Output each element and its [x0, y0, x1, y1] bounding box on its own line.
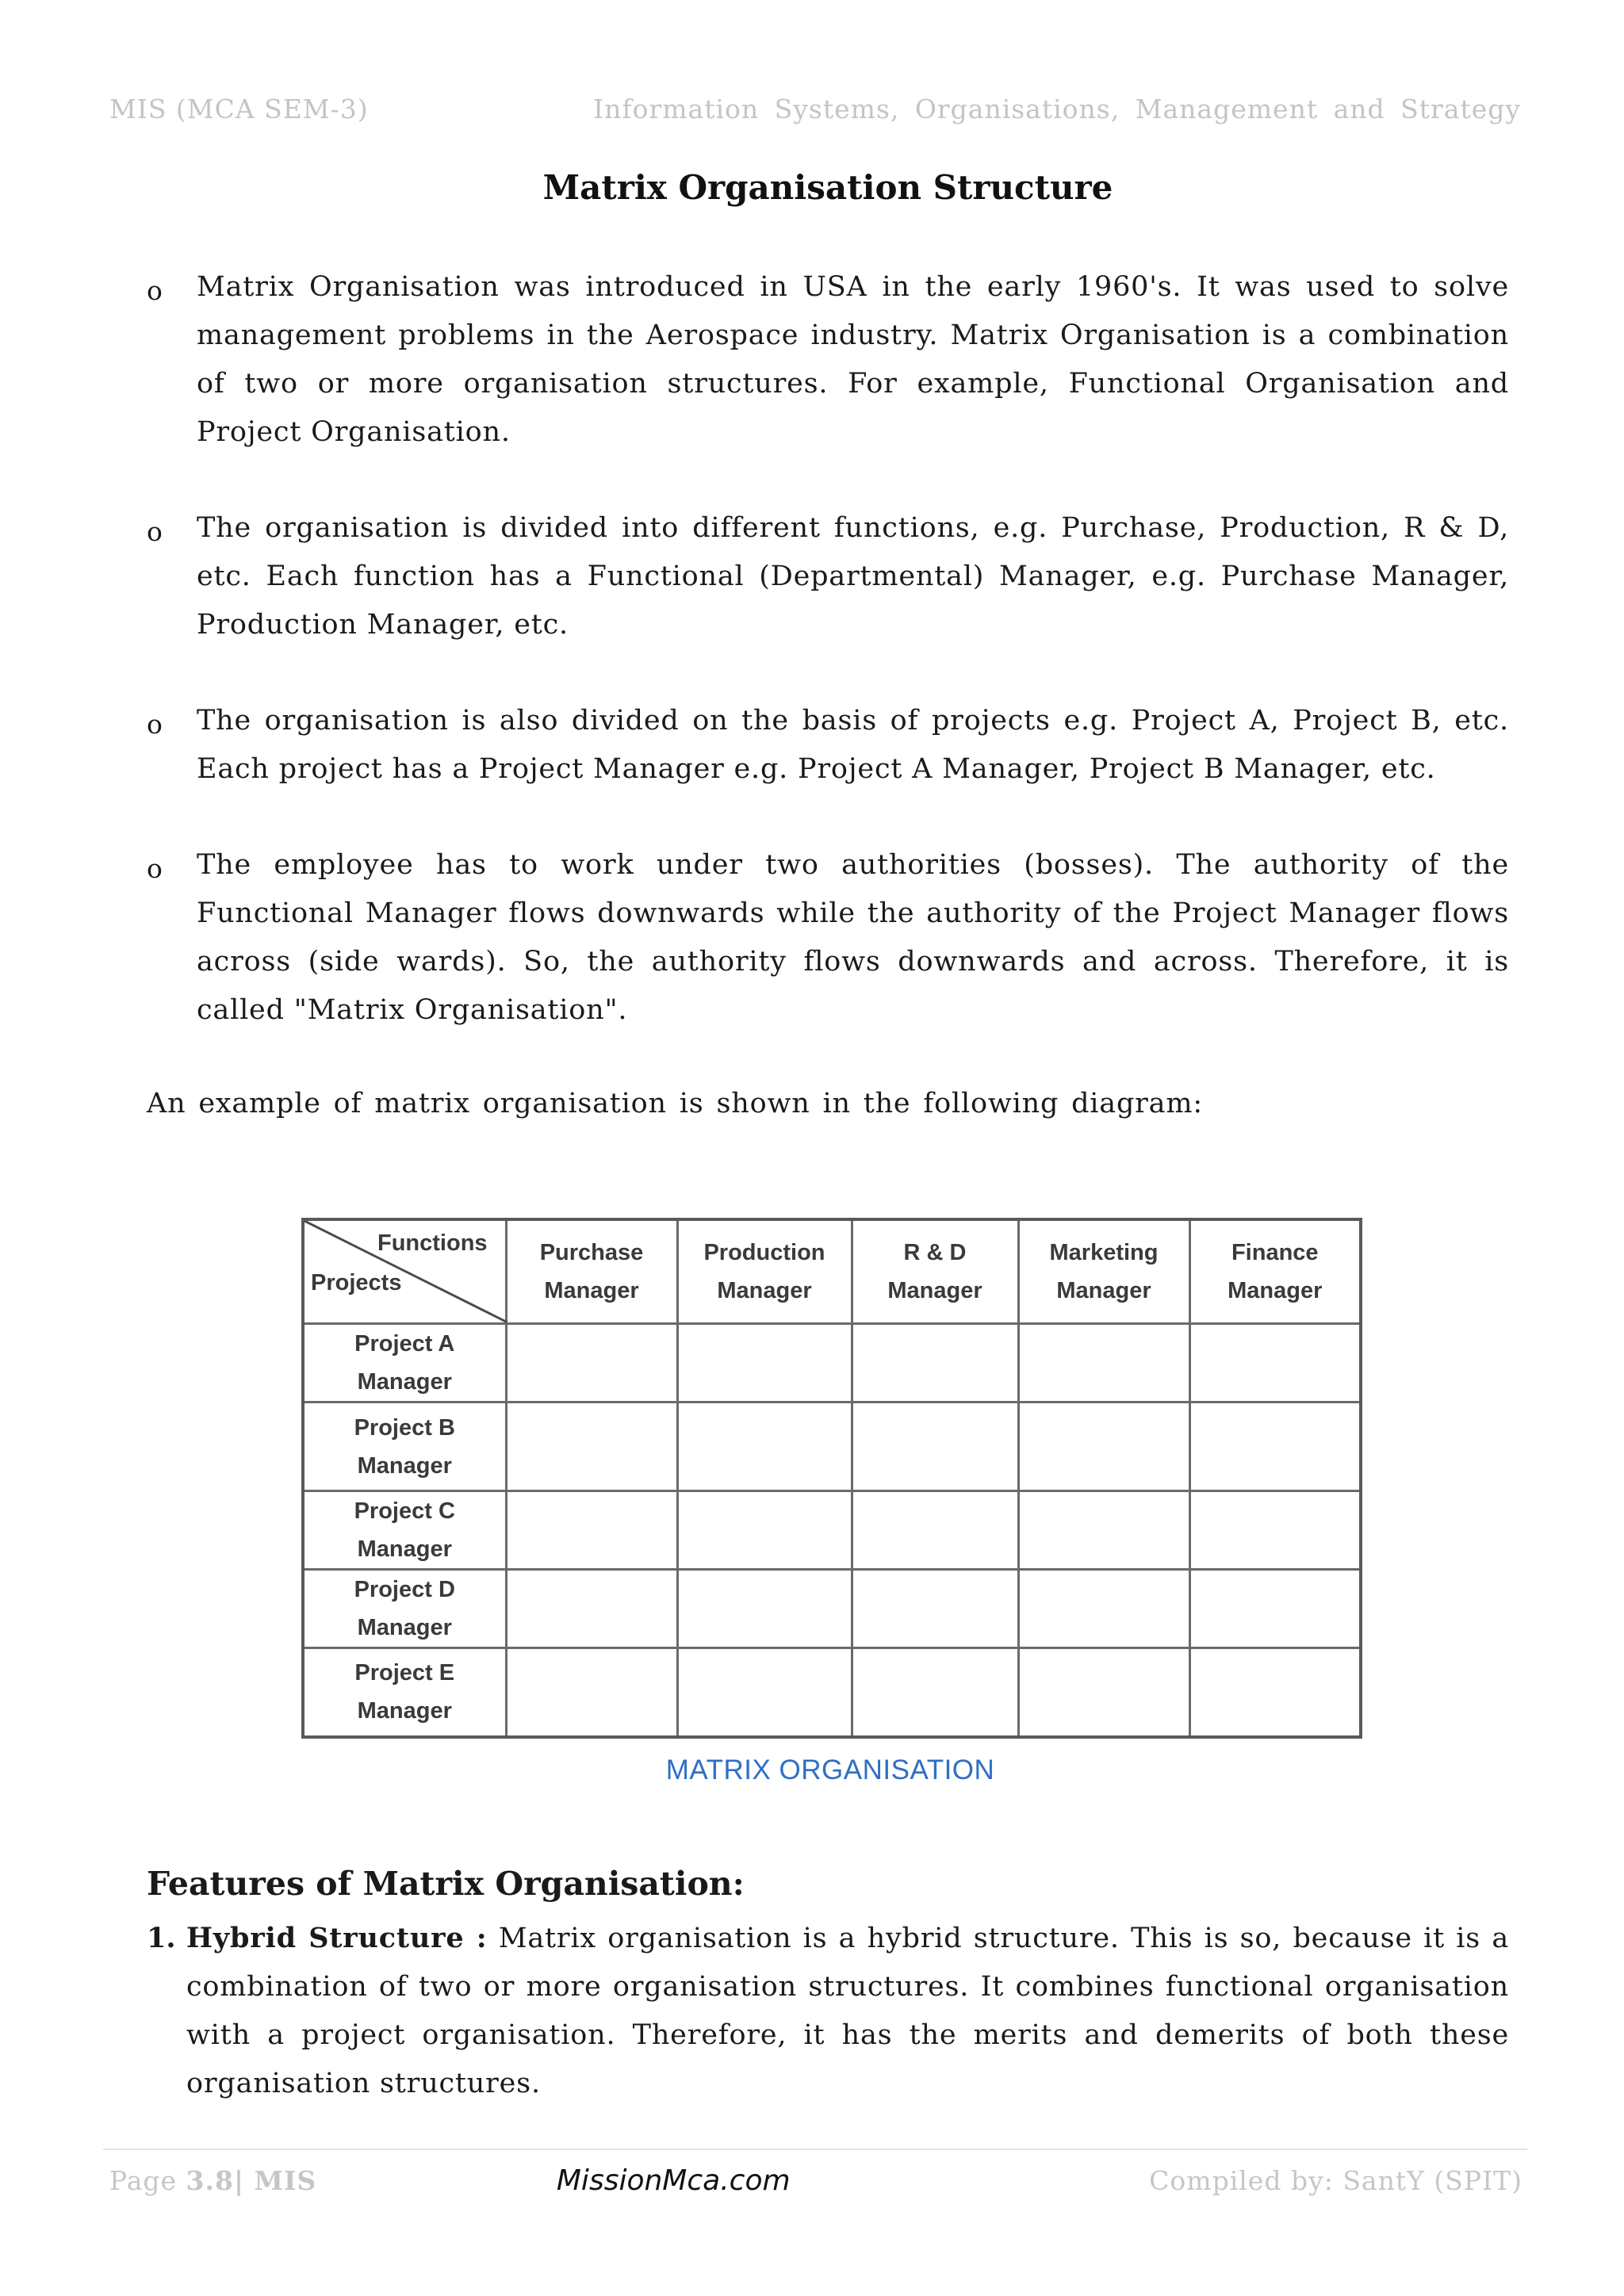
page-footer [109, 2164, 1522, 2197]
table-cell [677, 1648, 852, 1737]
table-row [303, 1570, 1361, 1648]
table-cell [1189, 1402, 1361, 1491]
footer-page-number: 3.8 [186, 2165, 234, 2196]
table-cell [852, 1402, 1018, 1491]
footer-divider [103, 2149, 1527, 2150]
bullet-list [147, 263, 1509, 1082]
table-cell [852, 1648, 1018, 1737]
table-row [303, 1402, 1361, 1491]
header-course: MIS (MCA SEM-3) [109, 94, 369, 124]
table-cell [1018, 1402, 1189, 1491]
table-cell [852, 1491, 1018, 1570]
column-header-line1: Finance [1231, 1240, 1319, 1265]
table-cell [1189, 1648, 1361, 1737]
corner-cell [303, 1219, 506, 1324]
row-header-line1: Project D [354, 1577, 455, 1602]
row-header-line1: Project E [354, 1660, 455, 1686]
row-header [303, 1570, 506, 1648]
feature-text [186, 1914, 1509, 2108]
column-header-line1: Purchase [539, 1240, 644, 1265]
row-header-line2: Manager [357, 1615, 452, 1640]
bullet-marker: o [147, 516, 163, 547]
list-item [147, 1914, 1509, 2108]
table-cell [677, 1402, 852, 1491]
table-cell [1018, 1648, 1189, 1737]
bullet-marker: o [147, 709, 163, 740]
table-row [303, 1324, 1361, 1402]
table-cell [1018, 1491, 1189, 1570]
row-header [303, 1324, 506, 1402]
column-header-line1: R & D [903, 1240, 967, 1265]
row-header-line2: Manager [357, 1452, 452, 1479]
header-chapter: Information Systems, Organisations, Management and Strategy [593, 94, 1521, 124]
page-title: Matrix Organisation Structure [542, 168, 1113, 207]
row-header-line1: Project A [354, 1331, 455, 1357]
page-header [109, 94, 1521, 124]
matrix-table [301, 1218, 1362, 1739]
column-header [506, 1219, 677, 1324]
column-header-line2: Manager [1228, 1278, 1323, 1303]
list-item [147, 841, 1509, 1035]
table-cell [677, 1324, 852, 1402]
row-header [303, 1402, 506, 1491]
list-item [147, 504, 1509, 649]
row-header [303, 1491, 506, 1570]
row-header [303, 1648, 506, 1737]
column-header-line2: Manager [544, 1278, 639, 1303]
table-cell [1189, 1570, 1361, 1648]
features-heading: Features of Matrix Organisation: [147, 1865, 745, 1903]
footer-page-suffix: | MIS [233, 2165, 317, 2196]
table-cell [1189, 1491, 1361, 1570]
footer-page-prefix: Page [109, 2165, 186, 2196]
column-header-line2: Manager [887, 1278, 982, 1303]
table-cell [1018, 1324, 1189, 1402]
table-cell [1018, 1570, 1189, 1648]
table-row [303, 1648, 1361, 1737]
column-header [1189, 1219, 1361, 1324]
diagram-caption: MATRIX ORGANISATION [665, 1754, 995, 1785]
feature-label: Hybrid Structure : [186, 1922, 488, 1954]
footer-page [109, 2165, 316, 2196]
table-header-row [303, 1219, 1361, 1324]
column-header-line2: Manager [717, 1278, 812, 1303]
bullet-text: The organisation is also divided on the basis of projects e.g. Project A, Project B, etc. Each project has a Project Manager e.g. Project A Manager, Project B Manager, etc. [197, 705, 1509, 785]
corner-functions-label: Functions [377, 1230, 488, 1256]
table-row [303, 1491, 1361, 1570]
matrix-diagram [301, 1218, 1359, 1786]
table-cell [677, 1570, 852, 1648]
list-item [147, 263, 1509, 457]
bullet-text: The employee has to work under two authorities (bosses). The authority of the Functional Manager flows downwards while the authority of the Project Manager flows across (side wards). So, the authority flows downwards and across. Therefore, it is called "Matrix Organisation". [197, 849, 1509, 1026]
column-header-line2: Manager [1056, 1278, 1151, 1303]
row-header-line1: Project C [354, 1498, 455, 1524]
row-header-line1: Project B [354, 1414, 455, 1441]
table-cell [506, 1491, 677, 1570]
bullet-text: Matrix Organisation was introduced in USA in the early 1960's. It was used to solve management problems in the Aerospace industry. Matrix Organisation is a combination of two or more organisation structures. For example, Functional Organisation and Project Organisation. [197, 271, 1509, 448]
column-header [1018, 1219, 1189, 1324]
table-cell [852, 1570, 1018, 1648]
row-header-line2: Manager [357, 1369, 452, 1395]
corner-projects-label: Projects [311, 1270, 402, 1295]
bullet-marker: o [147, 275, 163, 306]
row-header-line2: Manager [357, 1536, 452, 1562]
row-header-line2: Manager [357, 1698, 452, 1724]
column-header [677, 1219, 852, 1324]
column-header-line1: Marketing [1049, 1240, 1159, 1265]
column-header [852, 1219, 1018, 1324]
table-cell [506, 1402, 677, 1491]
site-logo[interactable]: MissionMca.com [556, 2164, 791, 2197]
features-list [147, 1914, 1509, 2108]
table-cell [506, 1648, 677, 1737]
column-header-line1: Production [703, 1240, 825, 1265]
table-cell [1189, 1324, 1361, 1402]
feature-number: 1. [147, 1922, 176, 1954]
table-cell [852, 1324, 1018, 1402]
diagram-intro: An example of matrix organisation is shown in the following diagram: [147, 1088, 1203, 1119]
table-cell [506, 1570, 677, 1648]
bullet-marker: o [147, 853, 163, 884]
feature-body: Matrix organisation is a hybrid structure. This is so, because it is a combination of two or more organisation structures. It combines functional organisation with a project organisation. Therefore, it has the merits and demerits of both these organisation structures. [186, 1923, 1509, 2099]
table-cell [677, 1491, 852, 1570]
bullet-text: The organisation is divided into different functions, e.g. Purchase, Production, R & D, etc. Each function has a Functional (Departmental) Manager, e.g. Purchase Manager, Production Manager, etc. [197, 512, 1509, 641]
footer-credit: Compiled by: SantY (SPIT) [1149, 2165, 1522, 2196]
list-item [147, 697, 1509, 794]
table-cell [506, 1324, 677, 1402]
